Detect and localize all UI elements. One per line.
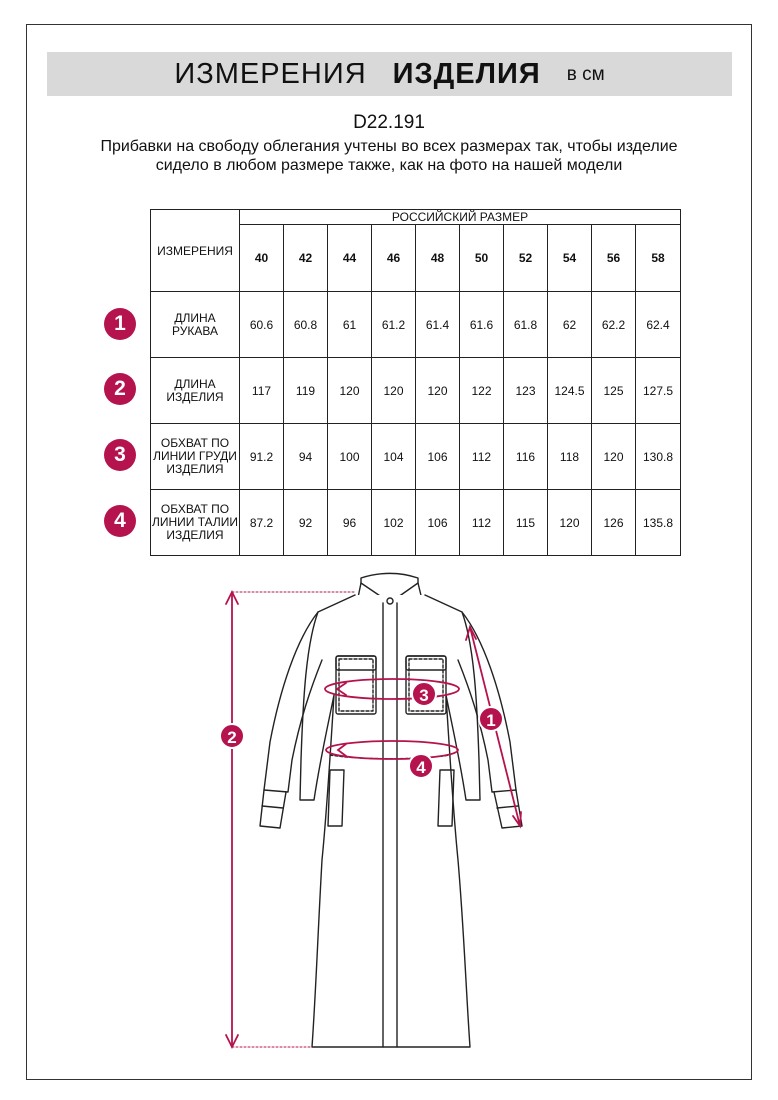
table-cell: 120 bbox=[592, 424, 636, 490]
row-number-badge: 4 bbox=[104, 505, 136, 537]
model-code: D22.191 bbox=[353, 112, 425, 133]
size-header: 52 bbox=[504, 225, 548, 292]
diagram-marker-4 bbox=[409, 754, 433, 778]
table-cell: 61.4 bbox=[416, 292, 460, 358]
table-cell: 106 bbox=[416, 490, 460, 556]
table-cell: 100 bbox=[328, 424, 372, 490]
table-cell: 123 bbox=[504, 358, 548, 424]
row-number-badge: 3 bbox=[104, 439, 136, 471]
table-cell: 91.2 bbox=[240, 424, 284, 490]
table-cell: 115 bbox=[504, 490, 548, 556]
table-cell: 62.4 bbox=[636, 292, 681, 358]
size-header: 44 bbox=[328, 225, 372, 292]
size-header: 56 bbox=[592, 225, 636, 292]
table-cell: 126 bbox=[592, 490, 636, 556]
size-header: 54 bbox=[548, 225, 592, 292]
table-cell: 96 bbox=[328, 490, 372, 556]
table-cell: 112 bbox=[460, 424, 504, 490]
table-cell: 117 bbox=[240, 358, 284, 424]
diagram-marker-4-label: 4 bbox=[416, 758, 426, 777]
row-label: ДЛИНА РУКАВА bbox=[151, 292, 240, 358]
row-number-badge: 1 bbox=[104, 308, 136, 340]
table-cell: 120 bbox=[416, 358, 460, 424]
diagram-marker-2 bbox=[220, 724, 244, 748]
table-cell: 118 bbox=[548, 424, 592, 490]
diagram-marker-1 bbox=[479, 707, 503, 731]
diagram-marker-3 bbox=[412, 682, 436, 706]
table-cell: 61 bbox=[328, 292, 372, 358]
table-cell: 62.2 bbox=[592, 292, 636, 358]
table-cell: 120 bbox=[372, 358, 416, 424]
table-cell: 135.8 bbox=[636, 490, 681, 556]
table-cell: 106 bbox=[416, 424, 460, 490]
title-garment: ИЗДЕЛИЯ bbox=[392, 57, 541, 90]
row-label: ОБХВАТ ПО ЛИНИИ ГРУДИ ИЗДЕЛИЯ bbox=[151, 424, 240, 490]
size-header: 50 bbox=[460, 225, 504, 292]
table-cell: 119 bbox=[284, 358, 328, 424]
table-cell: 112 bbox=[460, 490, 504, 556]
size-header: 46 bbox=[372, 225, 416, 292]
size-group-header: РОССИЙСКИЙ РАЗМЕР bbox=[240, 210, 681, 225]
table-cell: 60.8 bbox=[284, 292, 328, 358]
title-measurements: ИЗМЕРЕНИЯ bbox=[174, 57, 367, 90]
title-unit: в см bbox=[566, 64, 605, 85]
table-cell: 120 bbox=[548, 490, 592, 556]
table-cell: 124.5 bbox=[548, 358, 592, 424]
table-cell: 61.6 bbox=[460, 292, 504, 358]
table-cell: 60.6 bbox=[240, 292, 284, 358]
table-cell: 116 bbox=[504, 424, 548, 490]
table-cell: 125 bbox=[592, 358, 636, 424]
size-header: 48 bbox=[416, 225, 460, 292]
row-label: ДЛИНА ИЗДЕЛИЯ bbox=[151, 358, 240, 424]
table-cell: 120 bbox=[328, 358, 372, 424]
table-cell: 122 bbox=[460, 358, 504, 424]
size-header: 58 bbox=[636, 225, 681, 292]
diagram-marker-3-label: 3 bbox=[419, 686, 429, 705]
table-cell: 127.5 bbox=[636, 358, 681, 424]
table-cell: 130.8 bbox=[636, 424, 681, 490]
table-cell: 102 bbox=[372, 490, 416, 556]
table-cell: 61.8 bbox=[504, 292, 548, 358]
fit-description: Прибавки на свободу облегания учтены во всех размерах так, чтобы изделие сидело в любом размере также, как на фото на нашей модели bbox=[100, 138, 678, 174]
size-header: 40 bbox=[240, 225, 284, 292]
table-cell: 94 bbox=[284, 424, 328, 490]
table-cell: 62 bbox=[548, 292, 592, 358]
table-cell: 104 bbox=[372, 424, 416, 490]
table-cell: 92 bbox=[284, 490, 328, 556]
size-header: 42 bbox=[284, 225, 328, 292]
measure-header: ИЗМЕРЕНИЯ bbox=[151, 210, 240, 292]
row-label: ОБХВАТ ПО ЛИНИИ ТАЛИИ ИЗДЕЛИЯ bbox=[151, 490, 240, 556]
table-cell: 87.2 bbox=[240, 490, 284, 556]
diagram-marker-2-label: 2 bbox=[227, 728, 237, 747]
row-number-badge: 2 bbox=[104, 373, 136, 405]
table-cell: 61.2 bbox=[372, 292, 416, 358]
diagram-marker-1-label: 1 bbox=[486, 711, 496, 730]
